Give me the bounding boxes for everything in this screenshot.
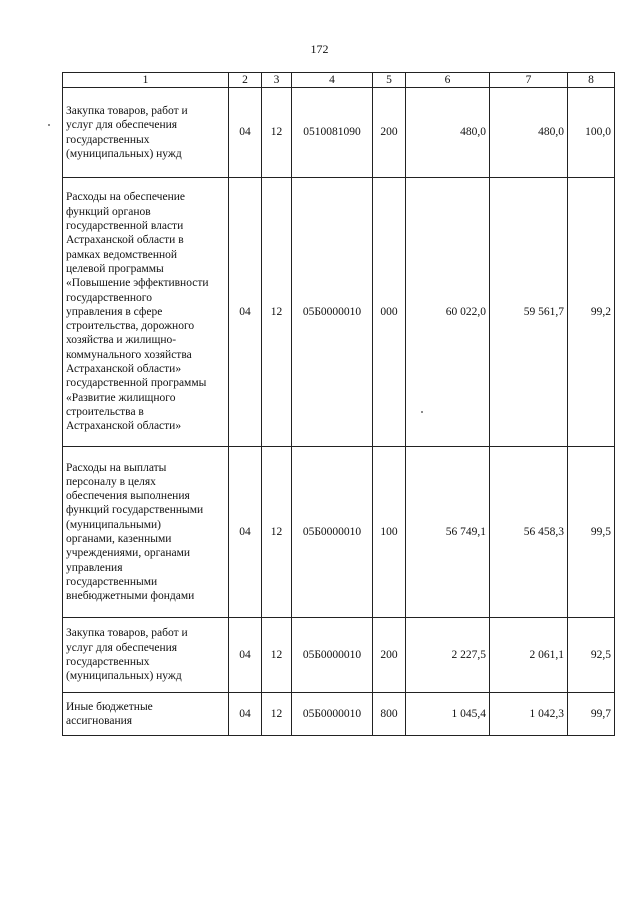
- expense-type-cell: 800: [373, 693, 406, 736]
- row-name-cell: [63, 178, 229, 447]
- executed-cell: 2 061,1: [490, 618, 568, 693]
- percent-cell: 92,5: [568, 618, 615, 693]
- row-name: Расходы на выплаты персоналу в целях обеспечения выполнения функций государственными (муниципальными) органами, казенными учреждениями, органами управления государственными внебюджетными фондами: [66, 461, 204, 603]
- subsection-cell: 12: [262, 693, 292, 736]
- column-header: 7: [490, 73, 568, 88]
- expense-type-cell: 100: [373, 447, 406, 618]
- amount-cell: 480,0: [406, 88, 490, 178]
- percent-cell: 99,7: [568, 693, 615, 736]
- section-cell: 04: [229, 447, 262, 618]
- row-name-cell: [63, 447, 229, 618]
- subsection-cell: 12: [262, 447, 292, 618]
- scan-speck: [48, 124, 50, 126]
- subsection-cell: 12: [262, 178, 292, 447]
- expense-type-cell: 000: [373, 178, 406, 447]
- column-header: 6: [406, 73, 490, 88]
- percent-cell: 99,5: [568, 447, 615, 618]
- section-cell: 04: [229, 178, 262, 447]
- target-article-cell: 05Б0000010: [292, 447, 373, 618]
- section-cell: 04: [229, 693, 262, 736]
- row-name: Закупка товаров, работ и услуг для обеспечения государственных (муниципальных) нужд: [66, 627, 188, 683]
- table-row: [63, 88, 615, 178]
- percent-cell: 99,2: [568, 178, 615, 447]
- expense-type-cell: 200: [373, 88, 406, 178]
- amount-cell: 1 045,4: [406, 693, 490, 736]
- target-article-cell: 05Б0000010: [292, 178, 373, 447]
- percent-cell: 100,0: [568, 88, 615, 178]
- target-article-cell: 05Б0000010: [292, 618, 373, 693]
- table-header-row: [63, 73, 615, 88]
- column-header: 3: [262, 73, 292, 88]
- executed-cell: 480,0: [490, 88, 568, 178]
- table-row: [63, 618, 615, 693]
- budget-table: [62, 72, 615, 736]
- executed-cell: 56 458,3: [490, 447, 568, 618]
- section-cell: 04: [229, 88, 262, 178]
- section-cell: 04: [229, 618, 262, 693]
- row-name: Иные бюджетные ассигнования: [66, 700, 153, 727]
- executed-cell: 59 561,7: [490, 178, 568, 447]
- expense-type-cell: 200: [373, 618, 406, 693]
- target-article-cell: 0510081090: [292, 88, 373, 178]
- table-row: [63, 178, 615, 447]
- column-header: 8: [568, 73, 615, 88]
- table-row: [63, 693, 615, 736]
- amount-cell: 2 227,5: [406, 618, 490, 693]
- target-article-cell: 05Б0000010: [292, 693, 373, 736]
- row-name: Расходы на обеспечение функций органов государственной власти Астраханской области в рамках ведомственной целевой программы «Повышение эффективности государственного управления в сфере строительства, дорожного хозяйства и жилищно- коммунального хозяйства Астраханской области» государственной программы «Развитие жилищного строительства в Астраханской области»: [66, 191, 209, 433]
- row-name-cell: [63, 88, 229, 178]
- subsection-cell: 12: [262, 618, 292, 693]
- table-row: [63, 447, 615, 618]
- row-name: Закупка товаров, работ и услуг для обеспечения государственных (муниципальных) нужд: [66, 104, 188, 160]
- amount-cell: 60 022,0: [406, 178, 490, 447]
- column-header: 1: [63, 73, 229, 88]
- amount-cell: 56 749,1: [406, 447, 490, 618]
- executed-cell: 1 042,3: [490, 693, 568, 736]
- row-name-cell: [63, 693, 229, 736]
- subsection-cell: 12: [262, 88, 292, 178]
- column-header: 5: [373, 73, 406, 88]
- page-number: 172: [310, 42, 329, 56]
- column-header: 2: [229, 73, 262, 88]
- column-header: 4: [292, 73, 373, 88]
- row-name-cell: [63, 618, 229, 693]
